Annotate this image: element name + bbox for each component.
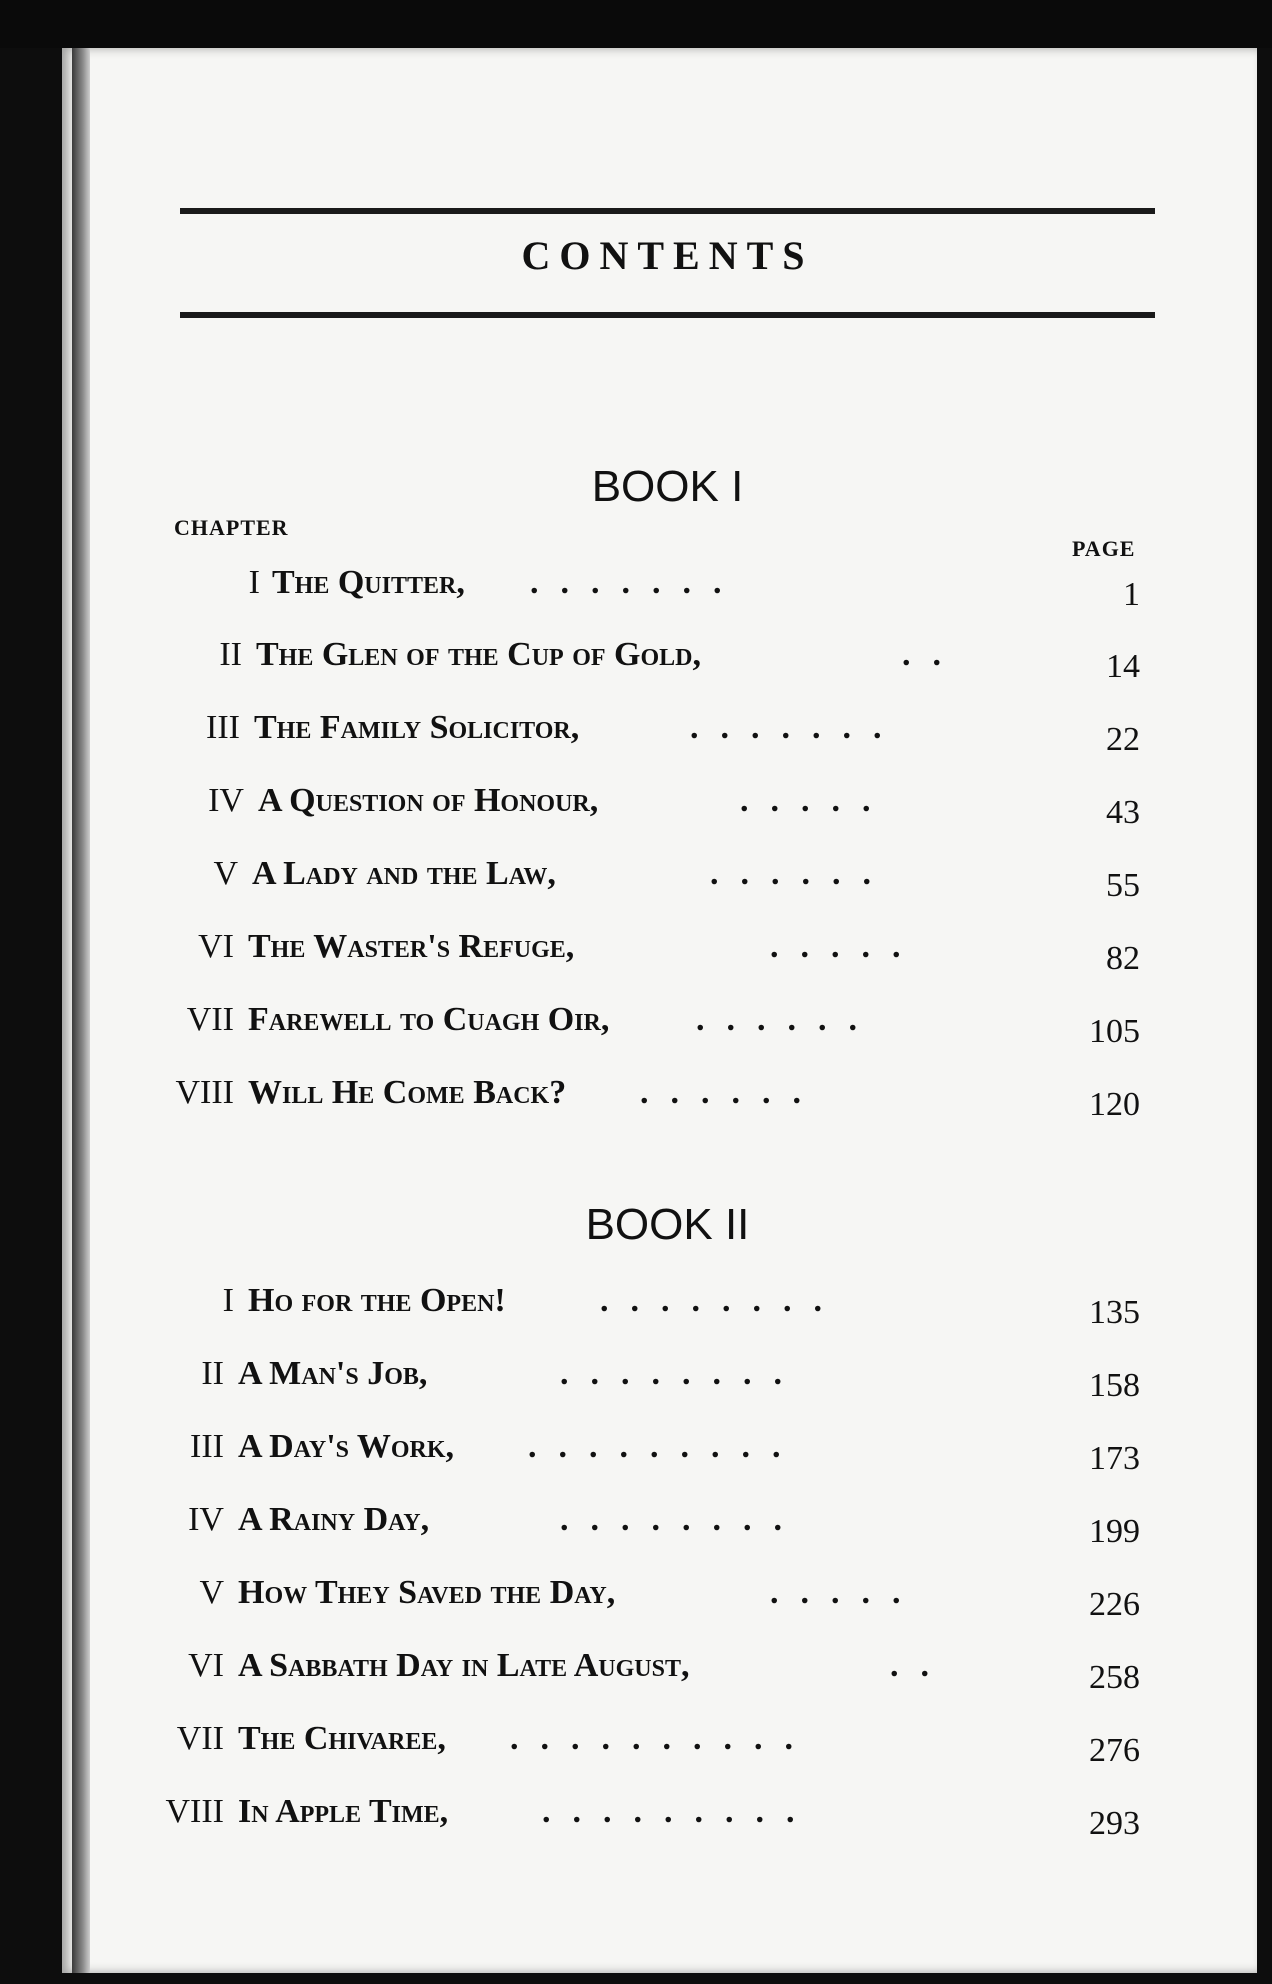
chapter-title: The Waster's Refuge, [248,928,575,965]
leader-dots: ......... [542,1793,817,1830]
toc-entry[interactable] [130,1647,1140,1697]
page-gutter [72,48,90,1973]
leader-dots: ........ [560,1355,804,1392]
leader-dots: ........ [560,1501,804,1538]
chapter-title: A Sabbath Day in Late August, [238,1647,690,1684]
toc-entry[interactable] [130,1428,1140,1478]
page-number: 135 [1089,1294,1140,1331]
leader-dots: ..... [770,928,923,965]
toc-entry[interactable] [130,1001,1140,1051]
page-number: 105 [1089,1013,1140,1050]
page-number: 199 [1089,1513,1140,1550]
leader-dots: ..... [770,1574,923,1611]
toc-entry[interactable] [130,1793,1140,1843]
chapter-title: The Chivaree, [238,1720,446,1757]
toc-entry[interactable] [130,1074,1140,1124]
leader-dots: ...... [696,1001,879,1038]
book-heading: BOOK I [591,462,744,511]
page-column-label: PAGE [1072,536,1136,561]
toc-entry[interactable] [130,1720,1140,1770]
page-number: 1 [1123,576,1140,613]
page-number: 293 [1089,1805,1140,1842]
leader-dots: ....... [690,709,904,746]
chapter-number: VIII [175,1074,234,1111]
toc-entry[interactable] [130,782,1140,832]
chapter-title: Ho for the Open! [248,1282,506,1319]
toc-entry[interactable] [130,855,1140,905]
chapter-title: A Question of Honour, [258,782,599,819]
leader-dots: .. [890,1647,951,1684]
chapter-number: V [213,855,238,892]
chapter-title: The Family Solicitor, [254,709,580,746]
chapter-title: Will He Come Back? [248,1074,567,1111]
page-number: 82 [1106,940,1140,977]
toc-entry[interactable] [130,1355,1140,1405]
toc-entry[interactable] [130,1501,1140,1551]
leader-dots: ..... [740,782,893,819]
chapter-title: Farewell to Cuagh Oir, [248,1001,610,1038]
chapter-title: The Glen of the Cup of Gold, [256,636,701,673]
chapter-number: VII [186,1001,234,1038]
chapter-number: VI [188,1647,224,1684]
chapter-number: IV [188,1501,224,1538]
leader-dots: .. [902,636,963,673]
chapter-number: I [222,1282,234,1319]
leader-dots: ........ [600,1282,844,1319]
leader-dots: ....... [530,564,744,601]
contents-title: CONTENTS [521,233,814,278]
page-number: 226 [1089,1586,1140,1623]
chapter-number: II [219,636,242,673]
chapter-title: A Lady and the Law, [252,855,556,892]
chapter-title: The Quitter, [272,564,465,601]
leader-dots: ......... [528,1428,803,1465]
chapter-number: III [190,1428,224,1465]
page-number: 158 [1089,1367,1140,1404]
leader-dots: ...... [710,855,893,892]
chapter-number: VI [198,928,234,965]
chapter-number: IV [208,782,244,819]
chapter-number: II [201,1355,224,1392]
toc-entry[interactable] [130,564,1140,614]
top-rule [180,208,1155,214]
chapter-title: How They Saved the Day, [238,1574,616,1611]
leader-dots: ...... [640,1074,823,1111]
bottom-rule [180,312,1155,318]
chapter-title: A Rainy Day, [238,1501,430,1538]
page-number: 14 [1106,648,1140,685]
page-number: 43 [1106,794,1140,831]
chapter-number: V [199,1574,224,1611]
page-number: 120 [1089,1086,1140,1123]
chapter-title: A Day's Work, [238,1428,455,1465]
chapter-number: I [248,564,260,601]
chapter-number: VIII [165,1793,224,1830]
leader-dots: .......... [510,1720,815,1757]
chapter-number: III [206,709,240,746]
chapter-title: A Man's Job, [238,1355,428,1392]
page-number: 173 [1089,1440,1140,1477]
chapter-number: VII [176,1720,224,1757]
toc-entry[interactable] [130,928,1140,978]
toc-entry[interactable] [130,1574,1140,1624]
book-heading: BOOK II [585,1200,750,1249]
page-number: 55 [1106,867,1140,904]
page-number: 22 [1106,721,1140,758]
chapter-title: In Apple Time, [238,1793,449,1830]
toc-entry[interactable] [130,1282,1140,1332]
page-number: 276 [1089,1732,1140,1769]
chapter-column-label: CHAPTER [174,515,289,540]
scan-top-border [0,0,1272,48]
toc-entry[interactable] [130,636,1140,686]
page-number: 258 [1089,1659,1140,1696]
toc-entry[interactable] [130,709,1140,759]
